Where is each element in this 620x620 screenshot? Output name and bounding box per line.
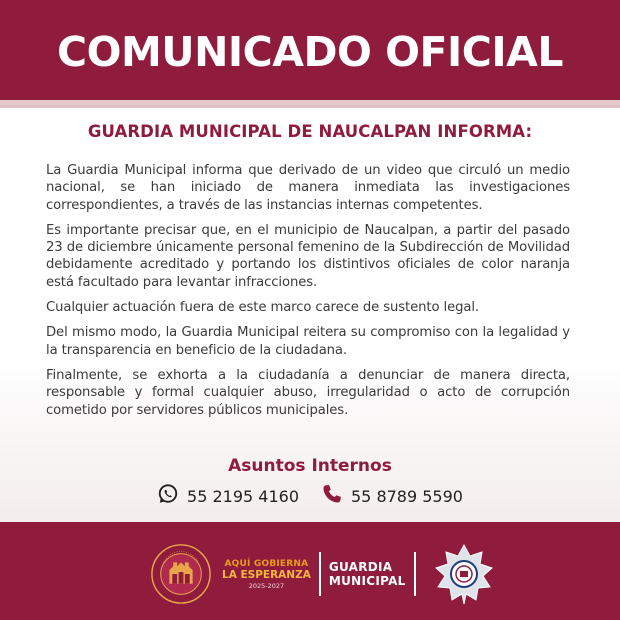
slogan-logo (222, 559, 311, 590)
footer-divider (319, 552, 321, 596)
announcement-body (46, 162, 570, 427)
paragraph: Finalmente, se exhorta a la ciudadanía a denunciar de manera directa, responsable y formal cualquier abuso, irregularidad o acto de corrupción cometido por servidores públicos municipales. (46, 367, 570, 418)
header-banner (0, 0, 620, 100)
footer-banner (0, 522, 620, 620)
footer-logos (150, 544, 496, 604)
guardia-line-2: MUNICIPAL (328, 574, 406, 588)
paragraph: La Guardia Municipal informa que derivado de un video que circuló un medio nacional, se han iniciado de manera inmediata las investigaciones correspondientes, a través de las instancias internas competentes. (46, 163, 570, 213)
paragraph: Es importante precisar que, en el municipio de Naucalpan, a partir del pasado 23 de diciembre únicamente personal femenino de la Subdirección de Movilidad debidamente acreditado y portando los distintivos oficiales de color naranja está facultado para levantar infracciones. (46, 222, 570, 290)
guardia-logo-text (329, 560, 406, 588)
content-area (0, 108, 620, 522)
contact-heading: Asuntos Internos (228, 456, 392, 476)
contact-row (0, 483, 620, 509)
slogan-line-1: AQUÍ GOBIERNA (224, 558, 309, 569)
paragraph: Del mismo modo, la Guardia Municipal reitera su compromiso con la legalidad y la transparencia en beneficio de la ciudadana. (46, 325, 570, 358)
slogan-line-2: LA ESPERANZA (222, 568, 311, 581)
whatsapp-number: 55 2195 4160 (187, 486, 299, 506)
section-heading: GUARDIA MUNICIPAL DE NAUCALPAN INFORMA: (87, 122, 533, 141)
phone-number: 55 8789 5590 (351, 486, 463, 506)
page-title: COMUNICADO OFICIAL (57, 28, 563, 76)
phone-contact[interactable] (321, 483, 463, 509)
phone-icon (321, 483, 343, 509)
whatsapp-contact[interactable] (157, 483, 299, 509)
slogan-years: 2025-2027 (248, 581, 285, 590)
footer-divider (414, 552, 416, 596)
naucalpan-seal-logo (150, 543, 212, 605)
whatsapp-icon (157, 483, 179, 509)
guardia-line-1: GUARDIA (328, 560, 393, 574)
police-badge-icon (432, 542, 496, 606)
paragraph: Cualquier actuación fuera de este marco carece de sustento legal. (46, 300, 479, 316)
